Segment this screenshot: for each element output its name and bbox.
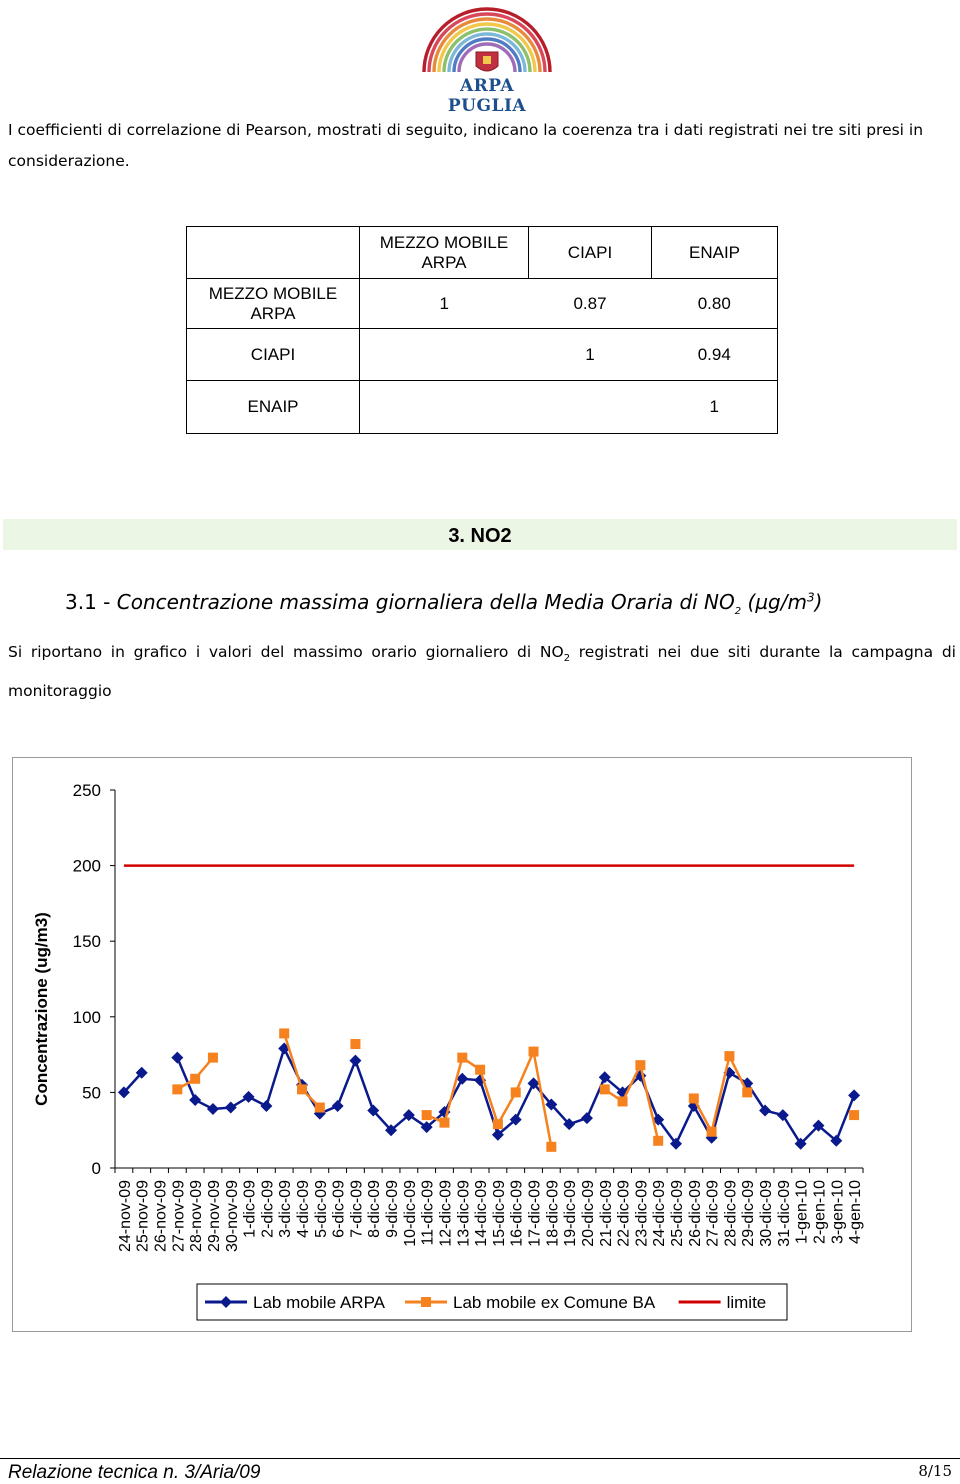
no2-chart: [12, 757, 912, 1332]
x-tick-label: 1-gen-10: [793, 1180, 811, 1245]
subtitle-mu: µ: [755, 590, 769, 614]
series-line-1: [284, 1033, 320, 1107]
data-point-comune: [475, 1065, 485, 1075]
x-tick-label: 19-dic-09: [562, 1180, 580, 1247]
x-tick-label: 25-dic-09: [669, 1180, 686, 1247]
x-tick-label: 27-nov-09: [170, 1180, 188, 1253]
row-header-ciapi: CIAPI: [187, 329, 360, 381]
x-tick-label: 21-dic-09: [597, 1180, 615, 1247]
footer-report-title: Relazione tecnica n. 3/Aria/09: [8, 1462, 261, 1483]
x-tick-label: 1-dic-09: [241, 1180, 259, 1238]
x-tick-label: 5-dic-09: [312, 1180, 330, 1238]
x-tick-label: 25-nov-09: [134, 1180, 152, 1253]
data-point-comune: [742, 1087, 752, 1097]
x-tick-label: 4-gen-10: [847, 1180, 865, 1245]
cell-value: 0.94: [652, 329, 778, 381]
cell-value: [360, 381, 529, 434]
col-header-mezzo-mobile: MEZZO MOBILE ARPA: [360, 227, 529, 279]
x-tick-label: 26-dic-09: [686, 1180, 704, 1247]
data-point-comune: [653, 1136, 663, 1146]
x-tick-label: 10-dic-09: [401, 1180, 419, 1247]
legend-marker: [421, 1297, 431, 1307]
x-tick-label: 11-dic-09: [419, 1180, 437, 1246]
data-point-comune: [529, 1047, 539, 1057]
data-point-comune: [849, 1110, 859, 1120]
cell-value: [529, 381, 652, 434]
x-tick-label: 20-dic-09: [579, 1180, 597, 1247]
y-tick-label: 50: [82, 1083, 101, 1103]
data-point-comune: [190, 1074, 200, 1084]
chart-svg: [13, 758, 911, 1331]
data-point-comune: [439, 1118, 449, 1128]
legend-label: Lab mobile ARPA: [253, 1293, 385, 1312]
data-point-comune: [208, 1053, 218, 1063]
data-point-comune: [297, 1084, 307, 1094]
logo-text: ARPA PUGLIA: [447, 76, 527, 116]
x-tick-label: 15-dic-09: [490, 1180, 508, 1247]
y-tick-label: 150: [72, 932, 101, 952]
x-tick-label: 8-dic-09: [366, 1180, 384, 1238]
x-tick-label: 27-dic-09: [704, 1180, 722, 1247]
x-tick-label: 26-nov-09: [152, 1180, 170, 1253]
data-point-arpa: [581, 1112, 593, 1124]
data-point-comune: [422, 1110, 432, 1120]
y-axis-label: Concentrazione (ug/m3): [32, 912, 51, 1106]
legend-label: Lab mobile ex Comune BA: [453, 1293, 656, 1312]
x-tick-label: 29-nov-09: [205, 1180, 223, 1253]
x-tick-label: 7-dic-09: [348, 1180, 366, 1238]
x-tick-label: 16-dic-09: [508, 1180, 526, 1247]
y-tick-label: 100: [72, 1007, 101, 1027]
subtitle-number: 3.1 -: [65, 590, 117, 614]
x-tick-label: 24-dic-09: [651, 1180, 669, 1247]
x-tick-label: 9-dic-09: [384, 1180, 402, 1238]
x-tick-label: 2-dic-09: [259, 1180, 277, 1238]
subtitle-text-d: ): [814, 590, 823, 614]
series-line-1: [605, 1065, 658, 1141]
chart-description: [8, 636, 956, 707]
cell-value: [360, 329, 529, 381]
data-point-arpa: [349, 1055, 361, 1067]
data-point-comune: [279, 1028, 289, 1038]
data-point-comune: [457, 1053, 467, 1063]
chart-section-subtitle: [65, 590, 822, 617]
x-tick-label: 13-dic-09: [455, 1180, 473, 1247]
data-point-comune: [511, 1087, 521, 1097]
x-tick-label: 28-dic-09: [722, 1180, 740, 1247]
para-part1: Si riportano in grafico i valori del massimo orario giornaliero di NO: [8, 643, 564, 661]
para-sub: 2: [563, 653, 571, 665]
subtitle-text: Concentrazione massima giornaliera della Media Oraria di NO: [116, 590, 735, 614]
x-tick-label: 18-dic-09: [544, 1180, 562, 1247]
x-tick-label: 24-nov-09: [116, 1180, 134, 1253]
data-point-comune: [618, 1096, 628, 1106]
x-tick-label: 22-dic-09: [615, 1180, 633, 1247]
data-point-comune: [600, 1084, 610, 1094]
x-tick-label: 3-gen-10: [829, 1180, 847, 1245]
subtitle-text-c: g/m: [768, 590, 807, 614]
col-header-ciapi: CIAPI: [529, 227, 652, 279]
x-tick-label: 17-dic-09: [526, 1180, 544, 1247]
correlation-table: [186, 226, 778, 434]
data-point-comune: [724, 1051, 734, 1061]
y-tick-label: 0: [91, 1159, 101, 1178]
col-header-enaip: ENAIP: [652, 227, 778, 279]
series-line-1: [427, 1052, 552, 1147]
cell-value: 0.87: [529, 279, 652, 329]
y-tick-label: 200: [72, 856, 101, 876]
data-point-comune: [315, 1103, 325, 1113]
x-tick-label: 6-dic-09: [330, 1180, 348, 1238]
data-point-comune: [493, 1119, 503, 1129]
legend-label: limite: [726, 1293, 767, 1312]
data-point-comune: [350, 1039, 360, 1049]
data-point-arpa: [777, 1109, 789, 1121]
data-point-arpa: [189, 1094, 201, 1106]
x-tick-label: 23-dic-09: [633, 1180, 651, 1247]
subtitle-sup: 3: [806, 590, 815, 605]
cell-value: 0.80: [652, 279, 778, 329]
x-tick-label: 12-dic-09: [437, 1180, 455, 1247]
row-header-mezzo-mobile: MEZZO MOBILE ARPA: [187, 279, 360, 329]
data-point-comune: [635, 1060, 645, 1070]
x-tick-label: 30-nov-09: [223, 1180, 241, 1253]
data-point-comune: [172, 1084, 182, 1094]
x-tick-label: 31-dic-09: [775, 1180, 793, 1247]
cell-value: 1: [652, 381, 778, 434]
cell-value: 1: [529, 329, 652, 381]
x-tick-label: 3-dic-09: [277, 1180, 295, 1238]
x-tick-label: 14-dic-09: [473, 1180, 491, 1247]
data-point-arpa: [225, 1102, 237, 1114]
subtitle-text-b: (: [741, 590, 756, 614]
data-point-arpa: [260, 1100, 272, 1112]
data-point-comune: [689, 1093, 699, 1103]
x-tick-label: 4-dic-09: [295, 1180, 312, 1238]
page-number: 8/15: [918, 1462, 952, 1480]
cell-value: 1: [360, 279, 529, 329]
data-point-arpa: [332, 1100, 344, 1112]
para-part2: registrati nei due siti durante la campagna di monitoraggio: [8, 643, 956, 701]
data-point-comune: [707, 1127, 717, 1137]
x-tick-label: 30-dic-09: [758, 1180, 776, 1247]
data-point-arpa: [171, 1052, 183, 1064]
x-tick-label: 28-nov-09: [188, 1180, 206, 1253]
subtitle-sub: 2: [734, 606, 742, 617]
corner-cell: [187, 227, 360, 279]
footer-rule: [0, 1458, 960, 1459]
data-point-arpa: [848, 1089, 860, 1101]
data-point-arpa: [207, 1103, 219, 1115]
data-point-comune: [546, 1142, 556, 1152]
section-title: 3. NO2: [3, 519, 957, 550]
x-tick-label: 29-dic-09: [740, 1180, 758, 1247]
x-tick-label: 2-gen-10: [811, 1180, 829, 1245]
row-header-enaip: ENAIP: [187, 381, 360, 434]
data-point-arpa: [243, 1091, 255, 1103]
intro-paragraph: I coefficienti di correlazione di Pearson, mostrati di seguito, indicano la coerenza tra i dati registrati nei tre siti presi in considerazione.: [8, 121, 924, 170]
y-tick-label: 250: [72, 781, 101, 800]
